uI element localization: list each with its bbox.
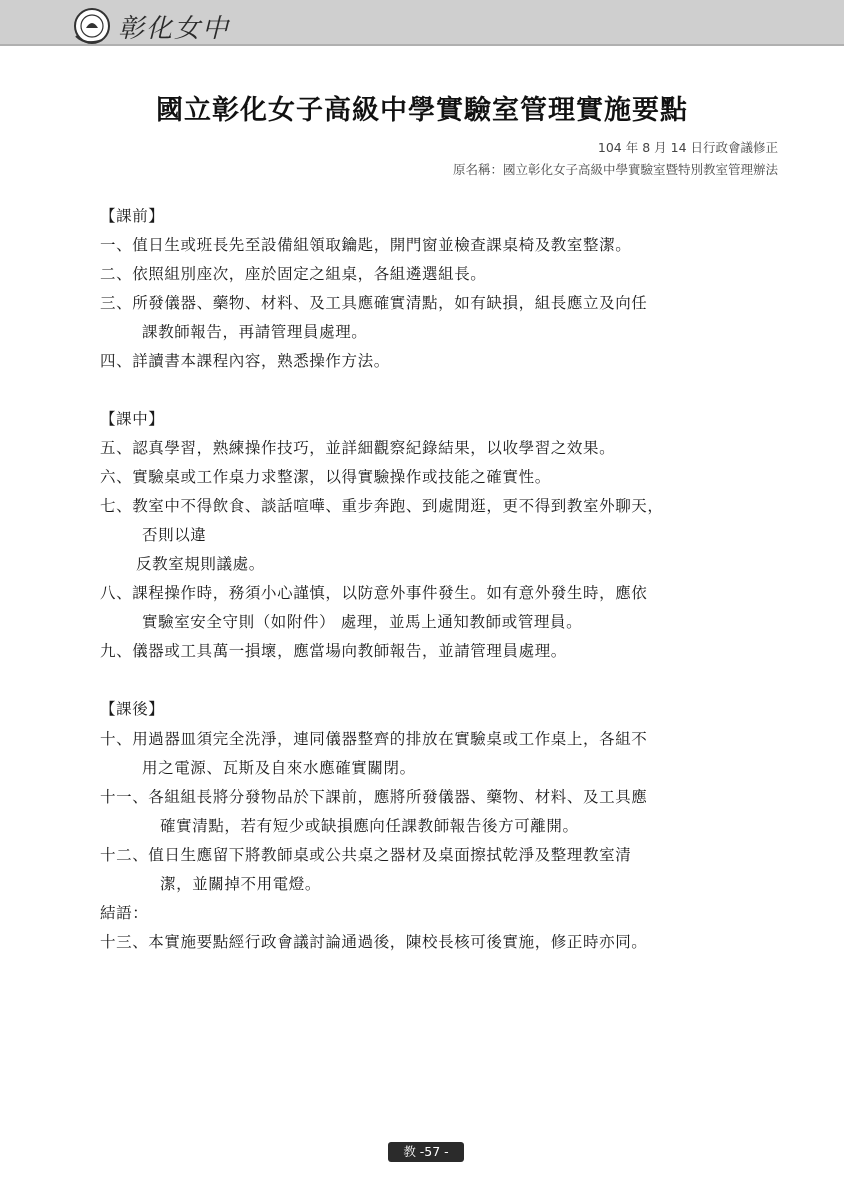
rule-item-12-continued: 潔，並關掉不用電燈。: [160, 875, 322, 893]
section-heading-after-class: 【課後】: [100, 700, 165, 718]
school-emblem-icon: [72, 6, 112, 46]
section-heading-during-class: 【課中】: [100, 410, 165, 428]
rule-item-2: 二、依照組別座次，座於固定之組桌，各組遴選組長。: [100, 265, 487, 283]
rule-item-10-continued: 用之電源、瓦斯及自來水應確實關閉。: [142, 759, 416, 777]
rule-item-7: 七、教室中不得飲食、談話喧嘩、重步奔跑、到處閒逛，更不得到教室外聊天，: [100, 497, 664, 515]
rule-item-7-continued: 否則以違: [142, 526, 207, 544]
rule-item-3-continued: 課教師報告，再請管理員處理。: [142, 323, 368, 341]
section-heading-conclusion: 結語：: [100, 904, 149, 922]
rule-item-1: 一、值日生或班長先至設備組領取鑰匙，開門窗並檢查課桌椅及教室整潔。: [100, 236, 632, 254]
revision-note: 104 年 8 月 14 日行政會議修正: [597, 140, 778, 155]
rule-item-13: 十三、本實施要點經行政會議討論通過後，陳校長核可後實施，修正時亦同。: [100, 933, 648, 951]
rule-item-6: 六、實驗桌或工作桌力求整潔，以得實驗操作或技能之確實性。: [100, 468, 551, 486]
original-name-note: 原名稱：國立彰化女子高級中學實驗室暨特別教室管理辦法: [452, 162, 778, 177]
rule-item-7-continued-2: 反教室規則議處。: [136, 555, 265, 573]
rule-item-11-continued: 確實清點，若有短少或缺損應向任課教師報告後方可離開。: [160, 817, 579, 835]
section-heading-before-class: 【課前】: [100, 207, 165, 225]
logo-text: 彰化女中: [118, 14, 231, 44]
rule-item-12: 十二、值日生應留下將教師桌或公共桌之器材及桌面擦拭乾淨及整理教室清: [100, 846, 632, 864]
rule-item-8: 八、課程操作時，務須小心謹慎，以防意外事件發生。如有意外發生時，應依: [100, 584, 648, 602]
rule-item-8-continued: 實驗室安全守則（如附件） 處理，並馬上通知教師或管理員。: [142, 613, 583, 631]
rule-item-5: 五、認真學習，熟練操作技巧，並詳細觀察紀錄結果，以收學習之效果。: [100, 439, 616, 457]
rule-item-3: 三、所發儀器、藥物、材料、及工具應確實清點，如有缺損，組長應立及向任: [100, 294, 648, 312]
rule-item-10: 十、用過器皿須完全洗淨，連同儀器整齊的排放在實驗桌或工作桌上，各組不: [100, 730, 648, 748]
rule-item-9: 九、儀器或工具萬一損壞，應當場向教師報告，並請管理員處理。: [100, 642, 567, 660]
document-title: 國立彰化女子高級中學實驗室管理實施要點: [156, 95, 688, 126]
page-number: 教 -57 -: [388, 1142, 464, 1162]
rule-item-11: 十一、各組組長將分發物品於下課前，應將所發儀器、藥物、材料、及工具應: [100, 788, 648, 806]
school-logo: [72, 6, 272, 60]
rule-item-4: 四、詳讀書本課程內容，熟悉操作方法。: [100, 352, 390, 370]
